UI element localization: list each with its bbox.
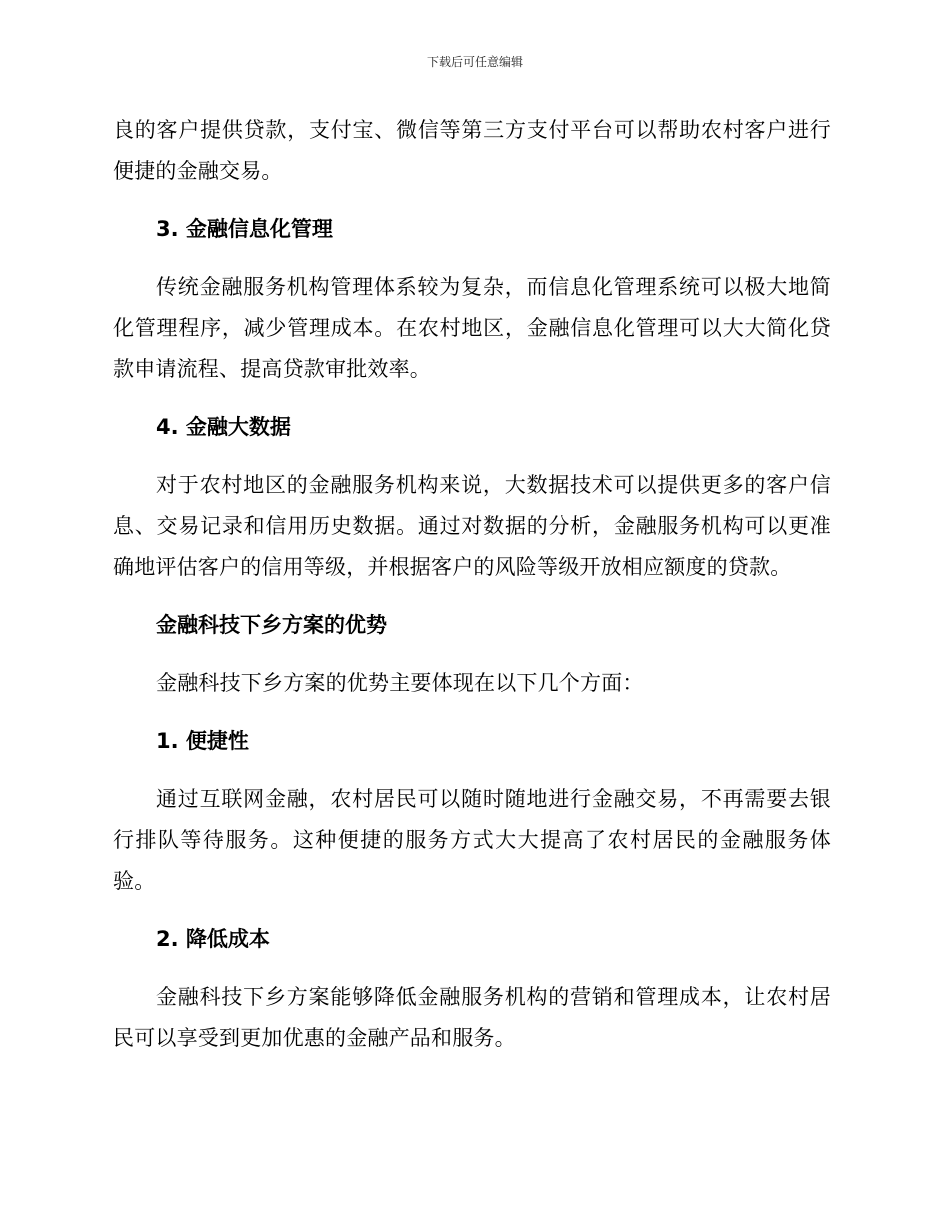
- section-heading-advantages: 金融科技下乡方案的优势: [156, 613, 387, 637]
- section-heading-cost-reduction: 2. 降低成本: [156, 927, 270, 951]
- document-body: [113, 110, 831, 1059]
- header-text: 下载后可任意编辑: [426, 55, 523, 69]
- paragraph-information-management: 传统金融服务机构管理体系较为复杂，而信息化管理系统可以极大地简化管理程序，减少管理成本。在农村地区，金融信息化管理可以大大简化贷款申请流程、提高贷款审批效率。: [113, 275, 831, 381]
- section-heading-convenience: 1. 便捷性: [156, 729, 249, 753]
- paragraph-advantages-intro: 金融科技下乡方案的优势主要体现在以下几个方面：: [156, 671, 644, 695]
- paragraph-continued: 良的客户提供贷款，支付宝、微信等第三方支付平台可以帮助农村客户进行便捷的金融交易。: [113, 118, 831, 183]
- paragraph-convenience: 通过互联网金融，农村居民可以随时随地进行金融交易，不再需要去银行排队等待服务。这种便捷的服务方式大大提高了农村居民的金融服务体验。: [113, 787, 831, 893]
- paragraph-big-data: 对于农村地区的金融服务机构来说，大数据技术可以提供更多的客户信息、交易记录和信用历史数据。通过对数据的分析，金融服务机构可以更准确地评估客户的信用等级，并根据客户的风险等级开放相应额度的贷款。: [113, 473, 831, 579]
- section-heading-information-management: 3. 金融信息化管理: [156, 217, 333, 241]
- section-heading-big-data: 4. 金融大数据: [156, 415, 291, 439]
- paragraph-cost-reduction: 金融科技下乡方案能够降低金融服务机构的营销和管理成本，让农村居民可以享受到更加优惠的金融产品和服务。: [113, 985, 831, 1050]
- page-header: [0, 54, 950, 70]
